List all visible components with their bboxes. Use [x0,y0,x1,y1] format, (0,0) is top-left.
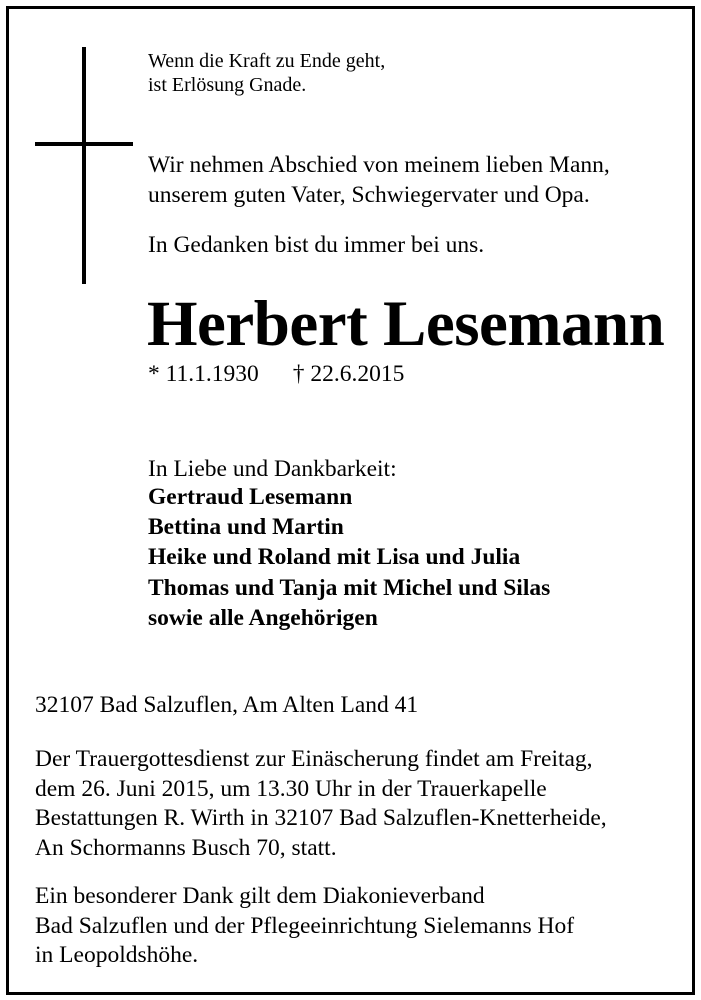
deceased-name: Herbert Lesemann [147,288,665,360]
mourner-entry: sowie alle Angehörigen [148,604,378,631]
mourner-entry: Gertraud Lesemann [148,484,353,510]
motto [148,49,385,97]
farewell-line: unserem guten Vater, Schwiegervater und Opa. [148,182,590,208]
thanks-line: Bad Salzuflen und der Pflegeeinrichtung Sielemanns Hof [35,912,575,939]
life-dates [148,359,404,389]
family-address: 32107 Bad Salzuflen, Am Alten Land 41 [35,692,419,718]
service-line: An Schormanns Busch 70, statt. [35,834,337,861]
birth-date: * 11.1.1930 [148,361,259,387]
gratitude-intro: In Liebe und Dankbarkeit: [148,456,397,482]
motto-line: ist Erlösung Gnade. [148,74,307,96]
mourner-entry: Heike und Roland mit Lisa und Julia [148,544,521,571]
farewell-text [148,150,610,210]
service-line: Der Trauergottesdienst zur Einäscherung findet am Freitag, [35,746,593,772]
mourner-entry: Thomas und Tanja mit Michel und Silas [148,574,551,601]
farewell-line: Wir nehmen Abschied von meinem lieben Mann, [148,152,610,178]
motto-line: Wenn die Kraft zu Ende geht, [148,50,386,72]
service-line: Bestattungen R. Wirth in 32107 Bad Salzuflen-Knetterheide, [35,805,607,831]
thanks-line: Ein besonderer Dank gilt dem Diakonieverband [35,883,485,909]
service-line: dem 26. Juni 2015, um 13.30 Uhr in der Trauerkapelle [35,775,547,802]
thought-text: In Gedanken bist du immer bei uns. [148,232,485,258]
cross-icon-vertical-bar [82,47,86,284]
thanks-line: in Leopoldshöhe. [35,942,199,968]
cross-icon-horizontal-bar [35,142,133,146]
thanks-text [35,882,574,971]
mourner-entry: Bettina und Martin [148,514,344,541]
service-details [35,745,607,863]
death-date: † 22.6.2015 [292,361,405,387]
mourners-list [148,482,550,633]
